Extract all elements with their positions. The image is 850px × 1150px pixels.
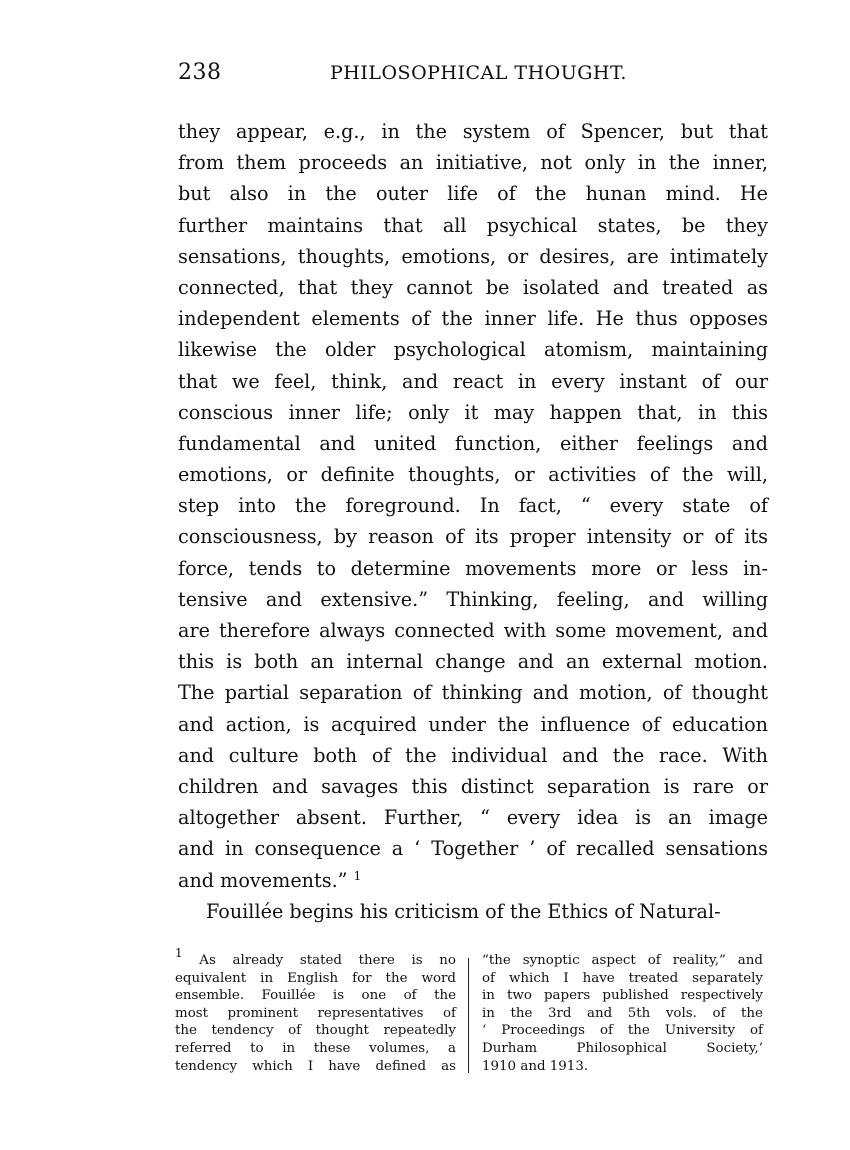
footnote-line: 1910 and 1913. bbox=[482, 1058, 589, 1074]
footnote-line bbox=[175, 946, 456, 970]
footnote-line: equivalent in English for the word bbox=[175, 970, 456, 986]
text-line: further maintains that all psychical states, be they bbox=[178, 213, 768, 237]
footnote-line: ensemble. Fouillée is one of the bbox=[175, 988, 456, 1004]
text-line: force, tends to determine movements more or less in- bbox=[178, 556, 768, 580]
text-line: that we feel, think, and react in every instant of our bbox=[178, 369, 768, 393]
text-line: likewise the older psychological atomism, maintaining bbox=[178, 338, 768, 362]
footnote-text: As already stated there is no bbox=[199, 953, 456, 968]
running-title: PHILOSOPHICAL THOUGHT. bbox=[330, 62, 627, 84]
text-line: The partial separation of thinking and motion, of thought bbox=[178, 681, 768, 705]
text-line: from them proceeds an initiative, not only in the inner, bbox=[178, 151, 768, 175]
footnote-column-right bbox=[482, 952, 763, 1075]
column-divider bbox=[468, 958, 469, 1073]
footnote-line: ‘ Proceedings of the University of bbox=[482, 1023, 763, 1039]
text-line: they appear, e.g., in the system of Spencer, but that bbox=[178, 120, 768, 143]
paragraph-end-line bbox=[178, 865, 768, 896]
text-line: this is both an internal change and an external motion. bbox=[178, 650, 768, 674]
page-header bbox=[178, 60, 768, 92]
text-line: tensive and extensive.” Thinking, feeling, and willing bbox=[178, 587, 768, 611]
text-line: and action, is acquired under the influence of education bbox=[178, 712, 768, 736]
text-line: fundamental and united function, either feelings and bbox=[178, 431, 768, 455]
text-line: children and savages this distinct separation is rare or bbox=[178, 774, 768, 798]
paragraph-start-line: Fouillée begins his criticism of the Ethics of Natural- bbox=[206, 899, 721, 923]
footnote-line: “the synoptic aspect of reality,” and bbox=[482, 953, 763, 968]
text-line: and movements.” bbox=[178, 868, 348, 892]
footnote-line: in two papers published respectively bbox=[482, 988, 763, 1004]
text-line: step into the foreground. In fact, “ every state of bbox=[178, 494, 768, 518]
text-line: emotions, or definite thoughts, or activities of the will, bbox=[178, 463, 768, 487]
page-number: 238 bbox=[178, 60, 222, 85]
footnote-line: tendency which I have defined as bbox=[175, 1058, 456, 1074]
body-text bbox=[178, 116, 768, 927]
text-line: consciousness, by reason of its proper intensity or of its bbox=[178, 525, 768, 549]
text-line: but also in the outer life of the hunan mind. He bbox=[178, 182, 768, 206]
footnote-line: in the 3rd and 5th vols. of the bbox=[482, 1005, 763, 1021]
footnote-line: most prominent representatives of bbox=[175, 1005, 456, 1021]
text-line: conscious inner life; only it may happen that, in this bbox=[178, 400, 768, 424]
text-line: and culture both of the individual and the race. With bbox=[178, 743, 768, 767]
footnotes bbox=[175, 946, 768, 1077]
footnote-line: of which I have treated separately bbox=[482, 970, 763, 986]
footnote-marker: 1 bbox=[175, 946, 183, 960]
footnote-column-left bbox=[175, 946, 456, 1075]
text-line: altogether absent. Further, “ every idea is an image bbox=[178, 806, 768, 830]
footnote-line: the tendency of thought repeatedly bbox=[175, 1023, 456, 1039]
text-line: independent elements of the inner life. He thus opposes bbox=[178, 307, 768, 331]
footnote-reference[interactable]: 1 bbox=[353, 868, 362, 883]
text-line: connected, that they cannot be isolated and treated as bbox=[178, 275, 768, 299]
text-line: are therefore always connected with some movement, and bbox=[178, 619, 768, 642]
footnote-line: Durham Philosophical Society,’ bbox=[482, 1040, 763, 1056]
text-line: and in consequence a ‘ Together ’ of recalled sensations bbox=[178, 837, 768, 861]
text-line: sensations, thoughts, emotions, or desires, are intimately bbox=[178, 244, 768, 268]
footnote-line: referred to in these volumes, a bbox=[175, 1040, 456, 1056]
